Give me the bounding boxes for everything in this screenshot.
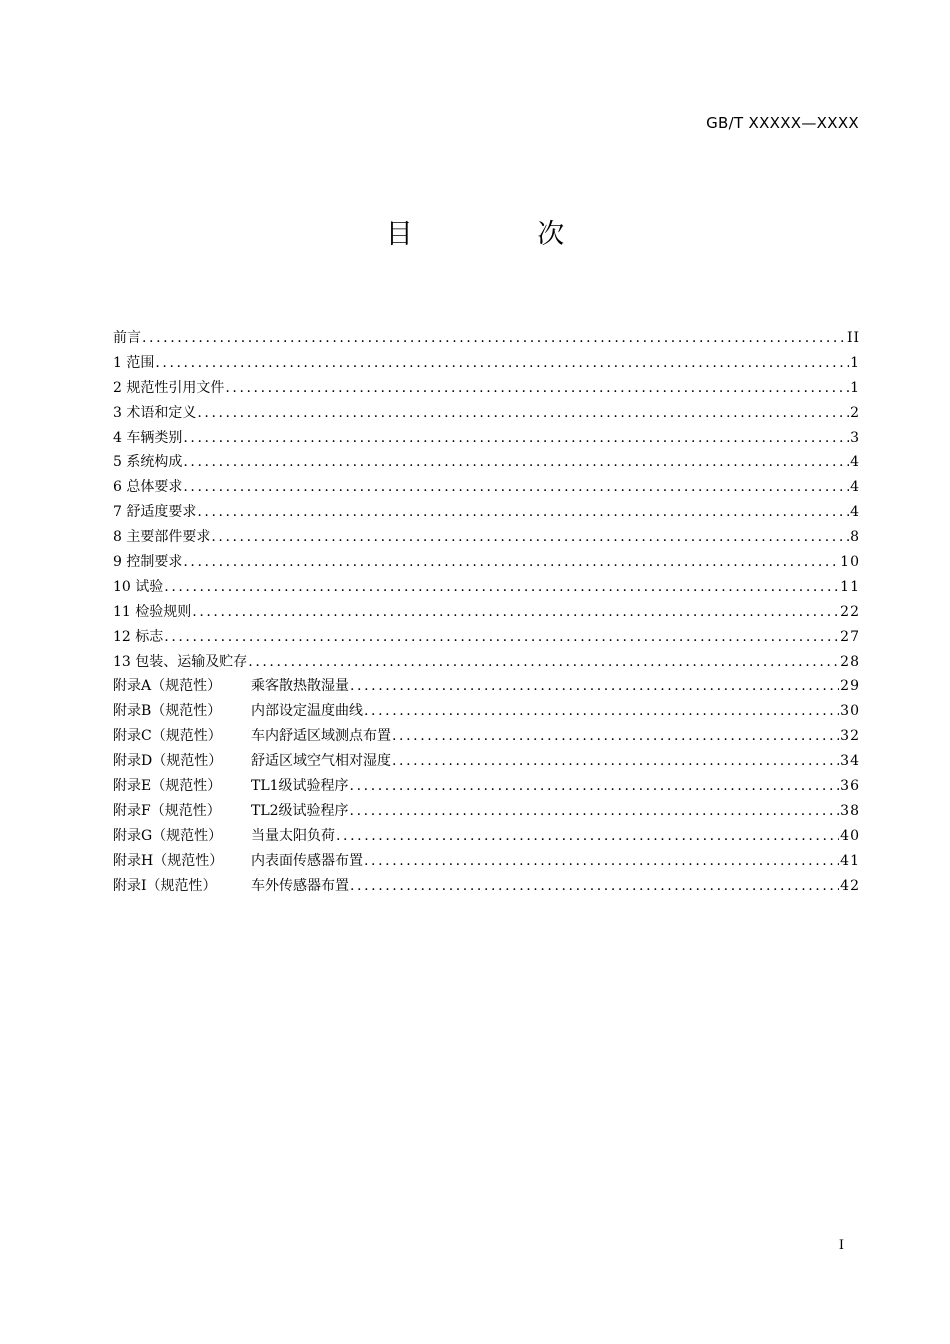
toc-entry-11[interactable] — [113, 600, 860, 625]
toc-entry-annex-a[interactable] — [113, 674, 860, 699]
dot-leader — [211, 525, 849, 550]
toc-entry-3[interactable] — [113, 401, 860, 426]
dot-leader — [350, 874, 839, 899]
toc-entry-label: 1 范围 — [113, 354, 155, 371]
toc-entry-10[interactable] — [113, 575, 860, 600]
toc-entry-page: 4 — [850, 454, 860, 471]
toc-entry-label: 12 标志 — [113, 628, 164, 645]
toc-entry-page: 4 — [850, 479, 860, 496]
toc-entry-page: 34 — [840, 753, 860, 770]
toc-entry-label: 13 包装、运输及贮存 — [113, 653, 248, 670]
toc-entry-annex-e[interactable] — [113, 774, 860, 799]
toc-entry-1[interactable] — [113, 351, 860, 376]
dot-leader — [336, 824, 839, 849]
dot-leader — [392, 749, 839, 774]
toc-entry-9[interactable] — [113, 550, 860, 575]
dot-leader — [183, 426, 849, 451]
annex-title: 舒适区域空气相对湿度 — [251, 753, 391, 770]
annex-title: TL1级试验程序 — [251, 778, 349, 795]
dot-leader — [364, 849, 839, 874]
dot-leader — [248, 650, 839, 675]
toc-entry-label: 5 系统构成 — [113, 454, 183, 471]
toc-entry-label: 3 术语和定义 — [113, 404, 197, 421]
toc-entry-label: 2 规范性引用文件 — [113, 379, 225, 396]
toc-entry-page: 32 — [840, 728, 860, 745]
toc-entry-annex-d[interactable] — [113, 749, 860, 774]
page-number: I — [838, 1238, 844, 1253]
annex-prefix: 附录F（规范性） — [113, 802, 221, 819]
toc-entry-page: 4 — [850, 504, 860, 521]
annex-prefix: 附录I（规范性） — [113, 877, 217, 894]
dot-leader — [197, 500, 849, 525]
toc-entry-page: 1 — [850, 379, 860, 396]
document-number: GB/T XXXXX—XXXX — [706, 114, 859, 132]
annex-title: 乘客散热散湿量 — [251, 678, 349, 695]
toc-entry-annex-h[interactable] — [113, 849, 860, 874]
annex-title: 车外传感器布置 — [251, 877, 349, 894]
annex-prefix: 附录E（规范性） — [113, 778, 222, 795]
annex-prefix: 附录G（规范性） — [113, 827, 223, 844]
toc-entry-page: 11 — [840, 578, 860, 595]
annex-prefix: 附录A（规范性） — [113, 678, 222, 695]
dot-leader — [183, 450, 849, 475]
toc-entry-page: 40 — [840, 827, 860, 844]
toc-entry-8[interactable] — [113, 525, 860, 550]
toc-entry-annex-i[interactable] — [113, 874, 860, 899]
dot-leader — [192, 600, 839, 625]
toc-entry-page: 42 — [840, 877, 860, 894]
page-title: 目 次 — [385, 219, 623, 250]
toc-entry-label: 9 控制要求 — [113, 554, 183, 571]
toc-entry-page: 8 — [850, 529, 860, 546]
toc-entry-page: 36 — [840, 778, 860, 795]
toc-entry-annex-g[interactable] — [113, 824, 860, 849]
toc-entry-label: 8 主要部件要求 — [113, 529, 211, 546]
toc-entry-annex-c[interactable] — [113, 724, 860, 749]
toc-entry-page: 22 — [840, 603, 860, 620]
toc-entry-label: 6 总体要求 — [113, 479, 183, 496]
dot-leader — [142, 326, 846, 351]
toc-entry-2[interactable] — [113, 376, 860, 401]
toc-entry-page: II — [846, 330, 860, 346]
toc-entry-page: 41 — [840, 852, 860, 869]
toc-entry-label: 前言 — [113, 330, 141, 346]
toc-entry-13[interactable] — [113, 650, 860, 675]
annex-prefix: 附录C（规范性） — [113, 728, 222, 745]
toc-entry-6[interactable] — [113, 475, 860, 500]
annex-title: 内部设定温度曲线 — [251, 703, 363, 720]
dot-leader — [350, 674, 839, 699]
toc-entry-page: 28 — [840, 653, 860, 670]
dot-leader — [164, 575, 839, 600]
toc-entry-page: 1 — [850, 354, 860, 371]
dot-leader — [183, 475, 849, 500]
toc-entry-page: 27 — [840, 628, 860, 645]
dot-leader — [350, 774, 840, 799]
toc-entry-page: 3 — [850, 429, 860, 446]
toc-entry-annex-f[interactable] — [113, 799, 860, 824]
toc-entry-7[interactable] — [113, 500, 860, 525]
toc-entry-5[interactable] — [113, 450, 860, 475]
toc-entry-foreword[interactable] — [113, 326, 860, 351]
toc-entry-label: 10 试验 — [113, 578, 164, 595]
dot-leader — [364, 699, 839, 724]
annex-title: TL2级试验程序 — [251, 802, 349, 819]
toc-entry-page: 38 — [840, 802, 860, 819]
toc-entry-label: 4 车辆类别 — [113, 429, 183, 446]
annex-prefix: 附录H（规范性） — [113, 852, 224, 869]
annex-title: 车内舒适区域测点布置 — [251, 728, 391, 745]
dot-leader — [225, 376, 849, 401]
annex-prefix: 附录B（规范性） — [113, 703, 222, 720]
toc-entry-label: 7 舒适度要求 — [113, 504, 197, 521]
toc-entry-page: 10 — [840, 554, 860, 571]
dot-leader — [155, 351, 849, 376]
toc-entry-label: 11 检验规则 — [113, 603, 192, 620]
toc-entry-12[interactable] — [113, 625, 860, 650]
dot-leader — [183, 550, 839, 575]
dot-leader — [392, 724, 839, 749]
toc-entry-page: 30 — [840, 703, 860, 720]
table-of-contents — [113, 326, 860, 898]
toc-entry-page: 29 — [840, 678, 860, 695]
dot-leader — [350, 799, 840, 824]
annex-title: 内表面传感器布置 — [251, 852, 363, 869]
dot-leader — [197, 401, 849, 426]
annex-title: 当量太阳负荷 — [251, 827, 335, 844]
toc-entry-page: 2 — [850, 404, 860, 421]
toc-entry-4[interactable] — [113, 426, 860, 451]
dot-leader — [164, 625, 839, 650]
annex-prefix: 附录D（规范性） — [113, 753, 223, 770]
toc-entry-annex-b[interactable] — [113, 699, 860, 724]
